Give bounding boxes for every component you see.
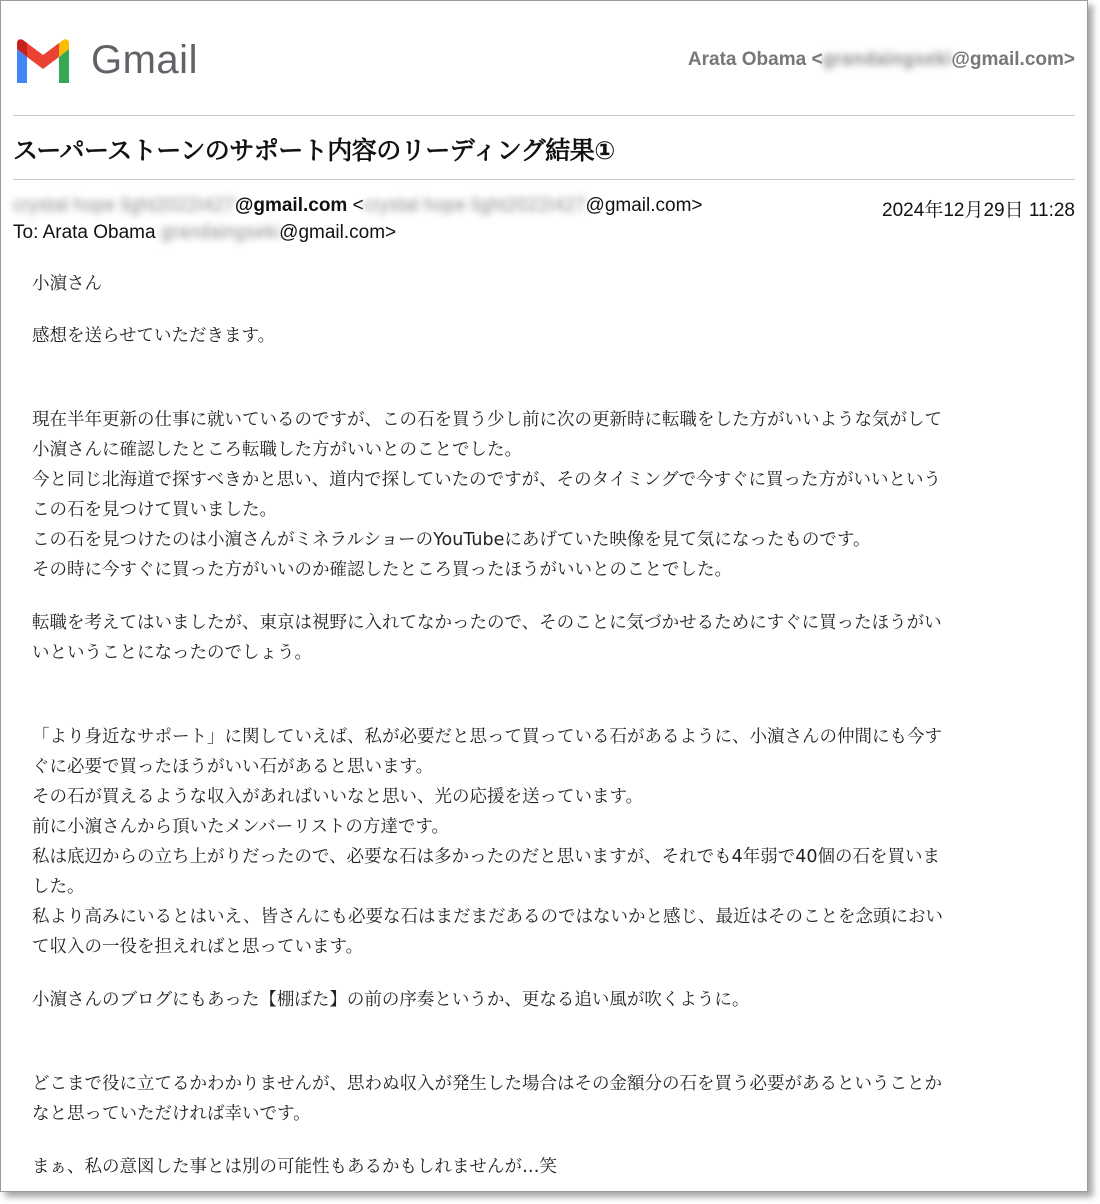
body-line: その石が買えるような収入があればいいなと思い、光の応援を送っています。 xyxy=(32,787,644,807)
body-line: どこまで役に立てるかわかりませんが、思わぬ収入が発生した場合はその金額分の石を買う必要があるということか xyxy=(32,1074,942,1094)
recipient-domain: @gmail.com> xyxy=(279,222,397,243)
account-domain: @gmail.com> xyxy=(951,49,1075,70)
greeting: 小濵さん xyxy=(32,274,102,294)
account-email xyxy=(688,49,1075,71)
body-line: 私は底辺からの立ち上がりだったので、必要な石は多かったのだと思いますが、それでも4年弱で40個の石を買いま xyxy=(32,847,941,867)
header-divider xyxy=(13,115,1075,116)
sender-name-redacted: crystal hope light2022I427 xyxy=(13,195,235,216)
account-name: Arata Obama xyxy=(687,49,807,70)
account-open: < xyxy=(806,49,823,70)
body-line: ぐに必要で買ったほうがいい石があると思います。 xyxy=(32,757,434,777)
body-line: その時に今すぐに買った方がいいのか確認したところ買ったほうがいいとのことでした。 xyxy=(32,560,732,580)
email-header xyxy=(13,31,1075,91)
sender-address-redacted: crystal hope light2022I427 xyxy=(363,195,586,216)
body-line: 「より身近なサポート」に関していえば、私が必要だと思って買っている石があるように、小濵さんの仲間にも今す xyxy=(32,727,942,747)
sender-address-domain: @gmail.com> xyxy=(585,195,703,216)
gmail-m-icon xyxy=(13,37,73,83)
email-date: 2024年12月29日 11:28 xyxy=(882,200,1075,221)
body-line: 小濵さんに確認したところ転職した方がいいとのことでした。 xyxy=(32,440,522,460)
subject-divider xyxy=(13,179,1075,180)
body-line: て収入の一役を担えればと思っています。 xyxy=(32,937,364,957)
sender-open: < xyxy=(347,195,364,216)
body-line: この石を見つけたのは小濵さんがミネラルショーのYouTubeにあげていた映像を見て気になったものです。 xyxy=(32,530,871,550)
recipient-prefix: To: Arata Obama xyxy=(13,222,161,243)
body-line: 感想を送らせていただきます。 xyxy=(32,326,276,346)
body-line: 現在半年更新の仕事に就いているのですが、この石を買う少し前に次の更新時に転職をした方がいいような気がして xyxy=(32,410,942,430)
email-subject: スーパーストーンのサポート内容のリーディング結果① xyxy=(13,136,615,165)
recipient-line xyxy=(13,222,396,244)
sender-display-domain: @gmail.com xyxy=(234,195,348,216)
body-line: 今と同じ北海道で探すべきかと思い、道内で探していたのですが、そのタイミングで今すぐに買った方がいいという xyxy=(32,470,941,490)
body-line: した。 xyxy=(32,877,85,897)
body-line: 転職を考えてはいましたが、東京は視野に入れてなかったので、そのことに気づかせるためにすぐに買ったほうがい xyxy=(32,613,942,633)
body-line: 私より高みにいるとはいえ、皆さんにも必要な石はまだまだあるのではないかと感じ、最近はそのことを念頭におい xyxy=(32,907,944,927)
email-body xyxy=(32,269,1052,1182)
body-line: 小濵さんのブログにもあった【棚ぼた】の前の序奏というか、更なる追い風が吹くように。 xyxy=(32,990,750,1010)
body-line: まぁ、私の意図した事とは別の可能性もあるかもしれませんが…笑 xyxy=(32,1157,557,1177)
body-line: いということになったのでしょう。 xyxy=(32,643,312,663)
recipient-redacted: grandaingseki xyxy=(160,222,280,243)
gmail-wordmark: Gmail xyxy=(91,37,198,82)
gmail-logo xyxy=(13,37,198,83)
sender-line xyxy=(13,195,703,217)
body-line: 前に小濵さんから頂いたメンバーリストの方達です。 xyxy=(32,817,450,837)
account-redacted: grandaingseki xyxy=(822,49,952,70)
body-line: この石を見つけて買いました。 xyxy=(32,500,277,520)
body-line: なと思っていただければ幸いです。 xyxy=(32,1104,311,1124)
